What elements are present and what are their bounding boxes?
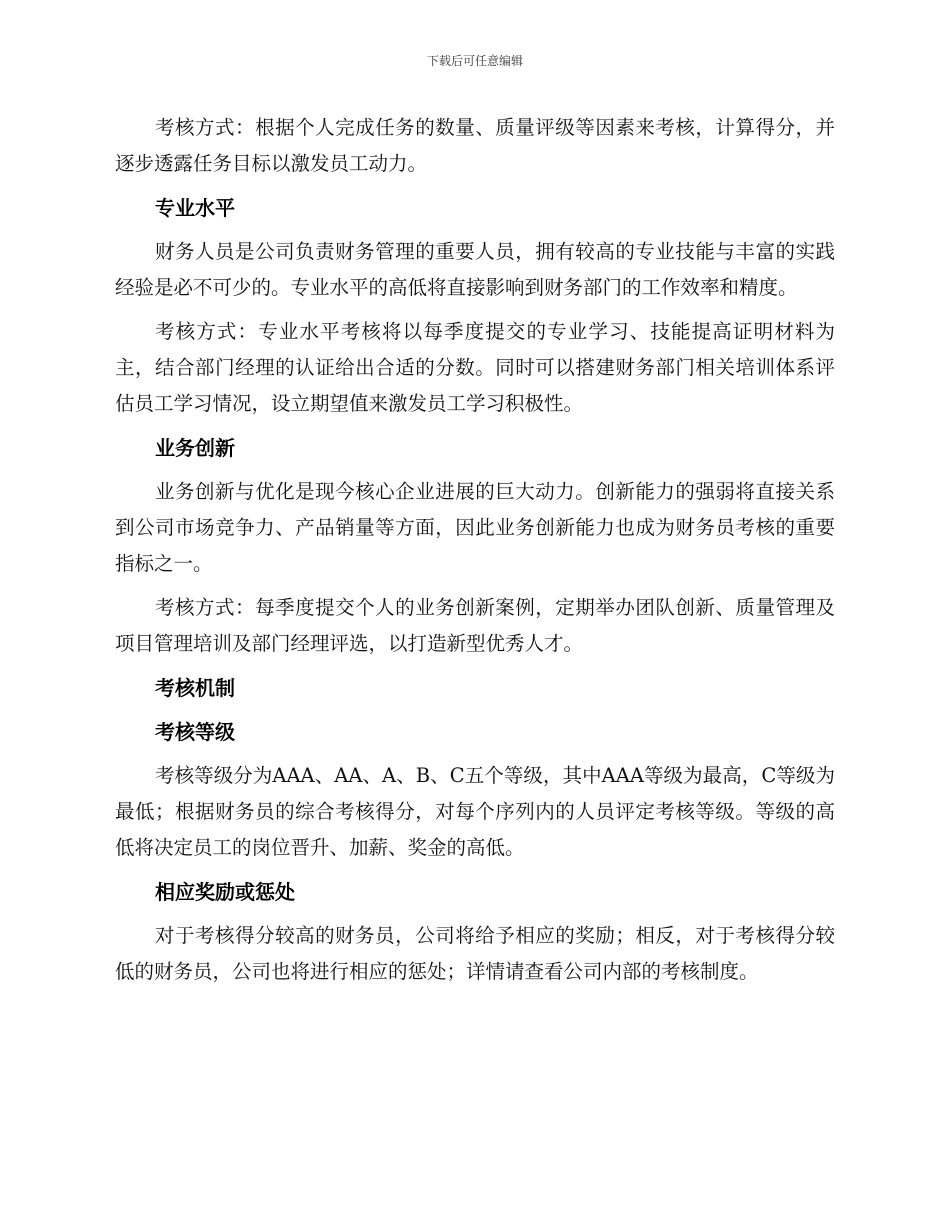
paragraph-assessment-method-1: 考核方式：根据个人完成任务的数量、质量评级等因素来考核，计算得分，并逐步透露任务目标以激发员工动力。 <box>115 116 835 175</box>
paragraph-business-innovation: 业务创新与优化是现今核心企业进展的巨大动力。创新能力的强弱将直接关系到公司市场竞争力、产品销量等方面，因此业务创新能力也成为财务员考核的重要指标之一。 <box>115 480 835 575</box>
heading-assessment-mechanism: 考核机制 <box>155 676 235 700</box>
paragraph-assessment-method-2: 考核方式：专业水平考核将以每季度提交的专业学习、技能提高证明材料为主，结合部门经理的认证给出合适的分数。同时可以搭建财务部门相关培训体系评估员工学习情况，设立期望值来激发员工学习积极性。 <box>115 320 835 415</box>
paragraph-rewards-penalties: 对于考核得分较高的财务员，公司将给予相应的奖励；相反，对于考核得分较低的财务员，公司也将进行相应的惩处；详情请查看公司内部的考核制度。 <box>115 924 835 983</box>
heading-business-innovation: 业务创新 <box>155 436 235 460</box>
paragraph-assessment-grades: 考核等级分为AAA、AA、A、B、C五个等级，其中AAA等级为最高，C等级为最低；根据财务员的综合考核得分，对每个序列内的人员评定考核等级。等级的高低将决定员工的岗位晋升、加薪、奖金的高低。 <box>115 764 835 859</box>
document-body <box>115 110 835 998</box>
heading-rewards-penalties: 相应奖励或惩处 <box>155 880 295 904</box>
paragraph-professional-level: 财务人员是公司负责财务管理的重要人员，拥有较高的专业技能与丰富的实践经验是必不可少的。专业水平的高低将直接影响到财务部门的工作效率和精度。 <box>115 240 835 299</box>
heading-assessment-grades: 考核等级 <box>155 720 235 744</box>
paragraph-assessment-method-3: 考核方式：每季度提交个人的业务创新案例，定期举办团队创新、质量管理及项目管理培训及部门经理评选，以打造新型优秀人才。 <box>115 596 835 655</box>
heading-professional-level: 专业水平 <box>155 196 235 220</box>
header-note: 下载后可任意编辑 <box>426 54 523 68</box>
